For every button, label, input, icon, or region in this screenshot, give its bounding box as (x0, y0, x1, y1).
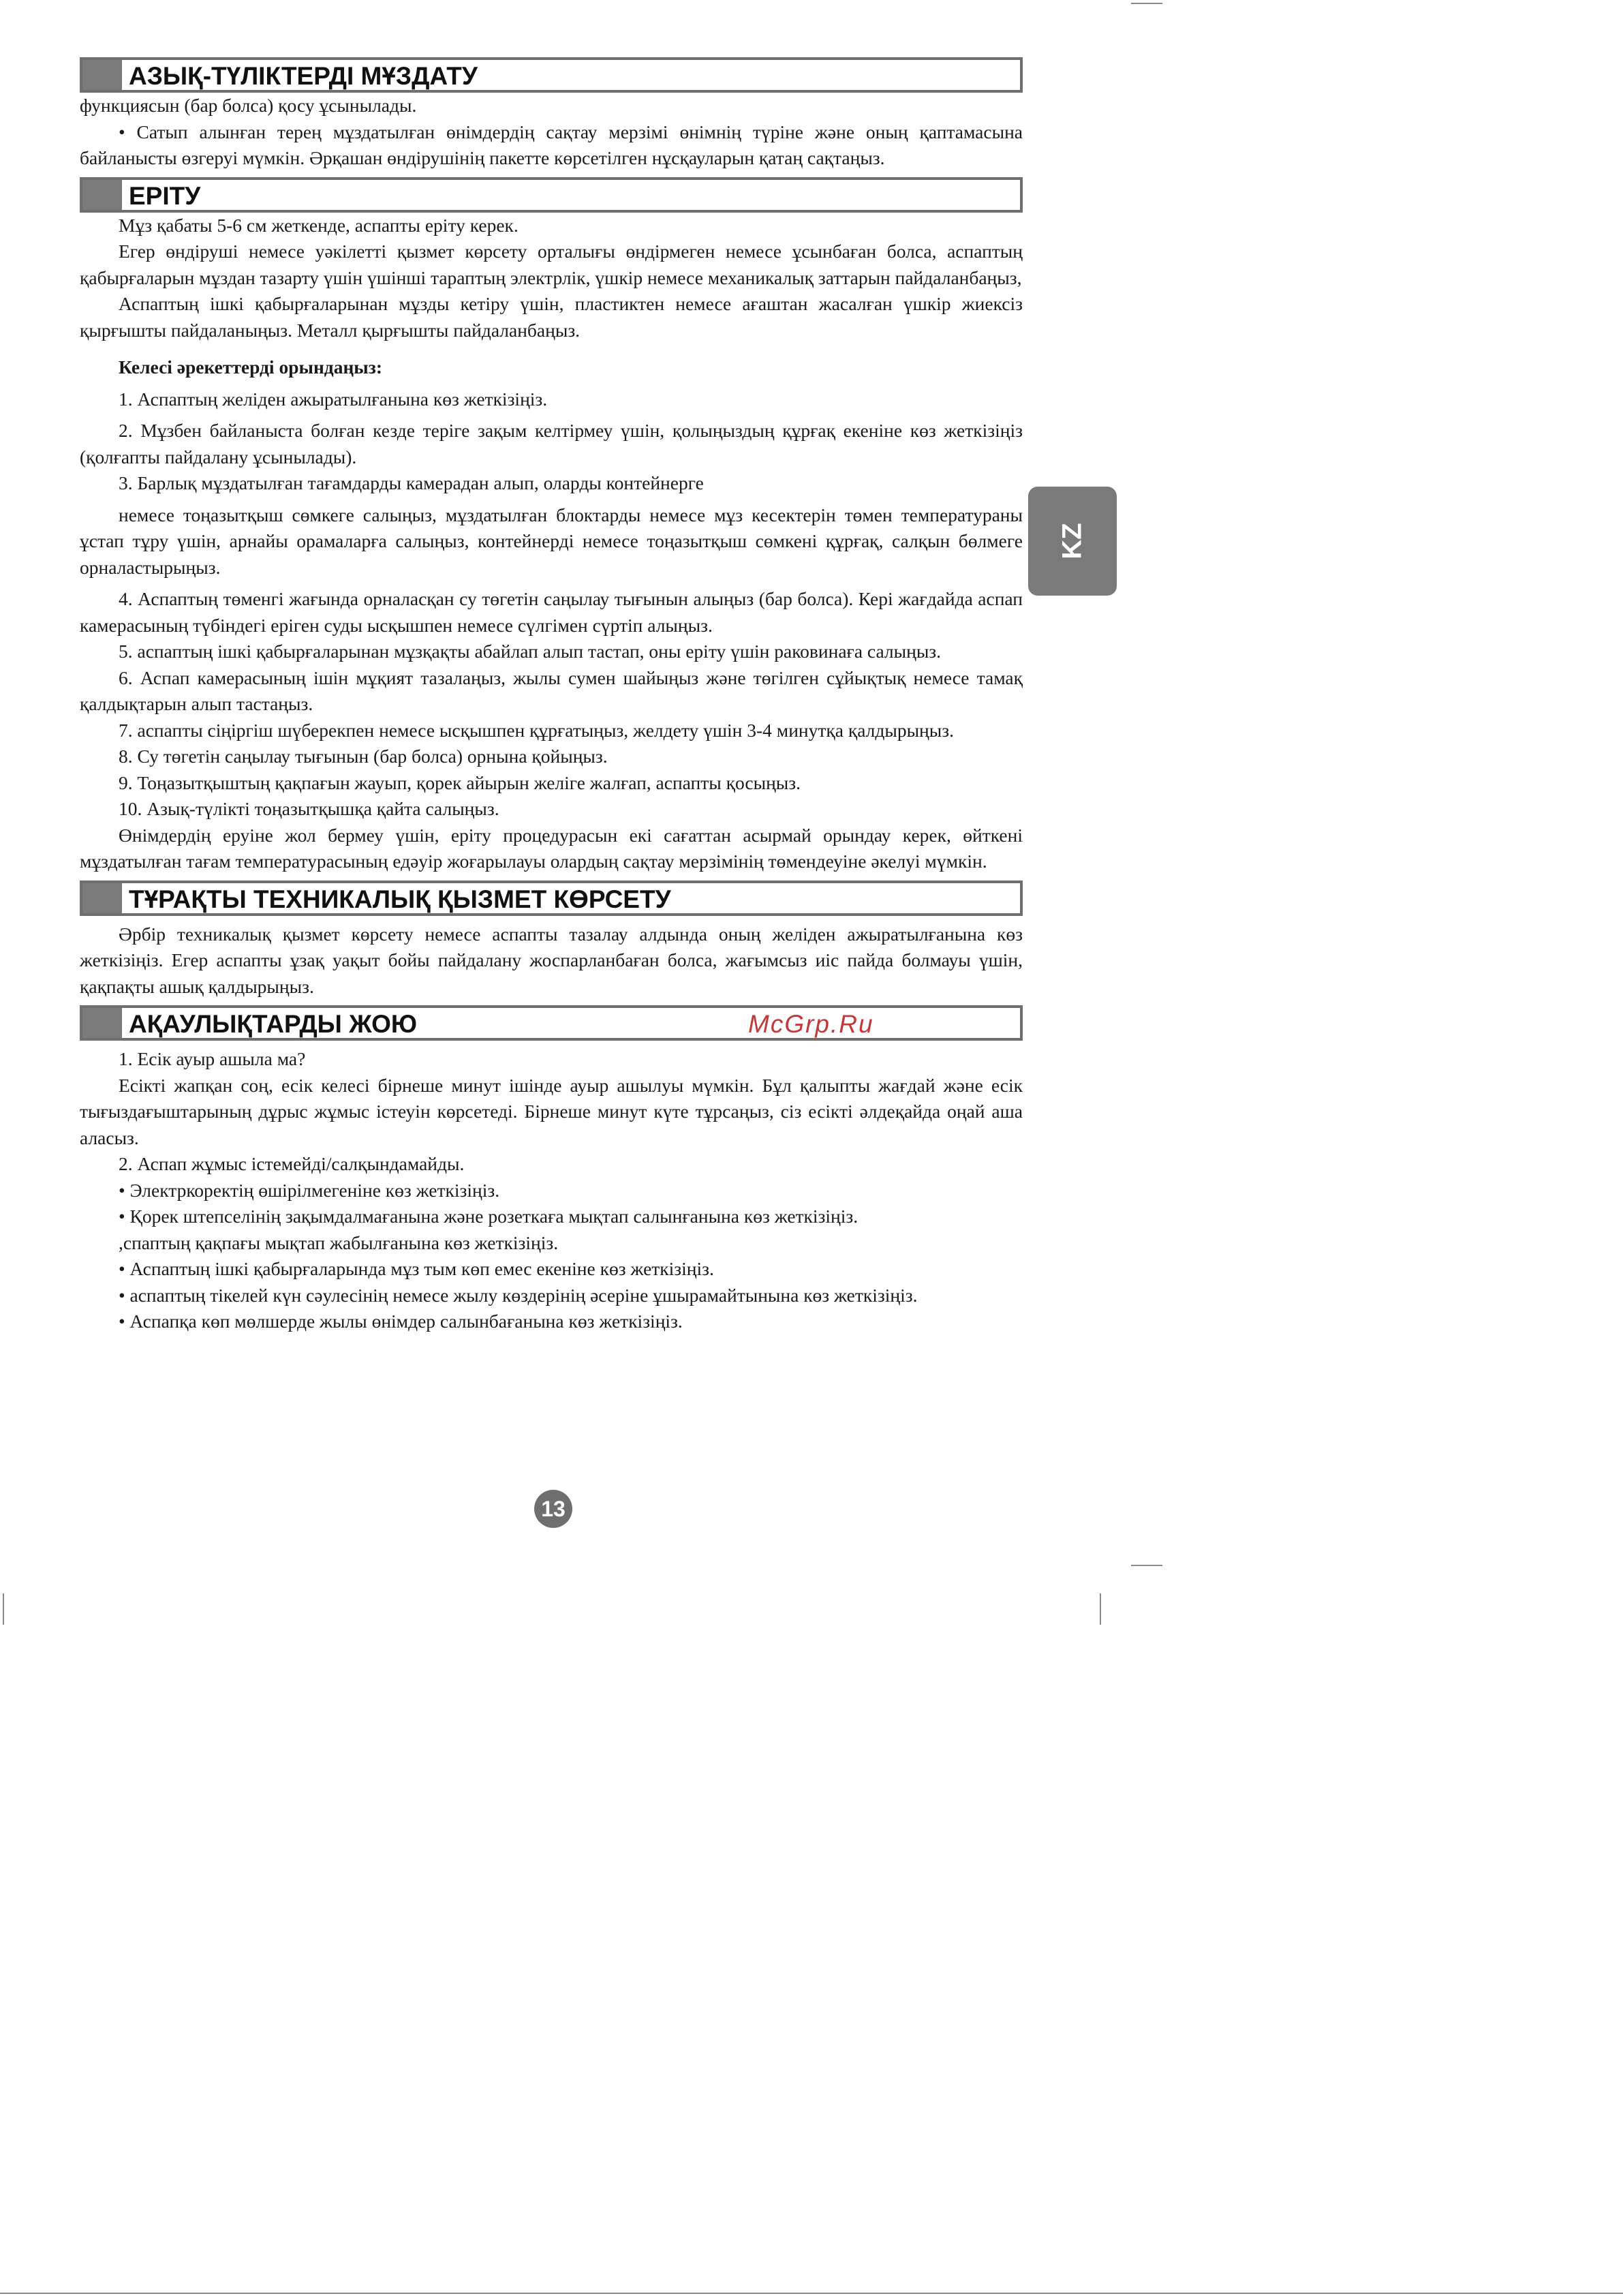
crop-mark (1100, 1593, 1101, 1625)
paragraph: • Сатып алынған терең мұздатылған өнімдердің сақтау мерзімі өнімнің түріне және оның қаптамасына байланысты өзгеруі мүмкін. Әрқашан өндірушінің пакетте көрсетілген нұсқауларын қатаң сақтаңыз. (80, 121, 1023, 168)
paragraph: Есікті жапқан соң, есік келесі бірнеше минут ішінде ауыр ашылуы мүмкін. Бұл қалыпты жағдай және есік тығыздағыштарының дұрыс жұмыс істеуін көрсетеді. Бірнеше минут күте тұрсаңыз, сіз есікті әлдеқайда оңай аша аласыз. (80, 1074, 1023, 1148)
paragraph: Әрбір техникалық қызмет көрсету немесе аспапты тазалау алдында оның желіден ажыратылғанына көз жеткізіңіз. Егер аспапты ұзақ уақыт бойы пайдалану жоспарланбаған болса, жағымсыз иіс пайда болмауы үшін, қақпақты ашық қалдырыңыз. (80, 923, 1023, 997)
section-title: ЕРІТУ (129, 181, 201, 210)
list-item: 2. Мұзбен байланыста болған кезде теріге зақым келтірмеу үшін, қолыңыздың құрғақ екеніне көз жеткізіңіз (қолғапты пайдалану ұсынылады). (80, 420, 1023, 468)
list-item: 9. Тоңазытқыштың қақпағын жауып, қорек айырын желіге жалғап, аспапты қосыңыз. (119, 771, 801, 793)
section-header-defrost (80, 177, 1023, 213)
watermark: McGrp.Ru (748, 1010, 874, 1038)
language-tab (1028, 487, 1117, 596)
section-title: ТҰРАҚТЫ ТЕХНИКАЛЫҚ ҚЫЗМЕТ КӨРСЕТУ (129, 885, 671, 913)
list-item: 5. аспаптың ішкі қабырғаларынан мұзқақты абайлап алып тастап, оны еріту үшін раковинаға салыңыз. (119, 641, 942, 662)
list-item: 1. Аспаптың желіден ажыратылғанына көз жеткізіңіз. (119, 388, 548, 410)
section-header-maintenance (80, 881, 1023, 916)
list-item: 6. Аспап камерасының ішін мұқият тазалаңыз, жылы сумен шайыңыз және төгілген сұйықтық немесе тамақ қалдықтарын алып тастаңыз. (80, 667, 1023, 714)
list-item: 8. Су төгетін саңылау тығынын (бар болса) орнына қойыңыз. (119, 746, 608, 767)
steps-heading: Келесі әрекеттерді орындаңыз: (119, 356, 382, 378)
paragraph: Өнімдердің еруіне жол бермеу үшін, еріту процедурасын екі сағаттан асырмай орындау керек, өйткені мұздатылған тағам температурасының едәуір жоғарылауы олардың сақтау мерзімінің төмендеуіне әкелуі мүмкін. (80, 824, 1023, 872)
crop-mark (1131, 1565, 1162, 1566)
list-item: • Аспапқа көп мөлшерде жылы өнімдер салынбағанына көз жеткізіңіз. (119, 1311, 683, 1332)
list-item: 10. Азық-түлікті тоңазытқышқа қайта салыңыз. (119, 798, 499, 819)
crop-mark (1131, 3, 1162, 4)
list-item: немесе тоңазытқыш сөмкеге салыңыз, мұздатылған блоктарды немесе мұз кесектерін төмен температураны ұстап тұру үшін, арнайы орамаларға салыңыз, контейнерді немесе тоңазытқыш сөмкені құрғақ, салқын бөлмеге орналастырыңыз. (80, 504, 1023, 578)
list-item: 4. Аспаптың төменгі жағында орналасқан су төгетін саңылау тығынын алыңыз (бар болса). Кері жағдайда аспап камерасының түбіндегі еріген суды ысқышпен немесе сүлгімен сүртіп алыңыз. (80, 588, 1023, 636)
section-title: АЗЫҚ-ТҮЛІКТЕРДІ МҰЗДАТУ (129, 62, 478, 90)
list-item: 3. Барлық мұздатылған тағамдарды камерадан алып, оларды контейнерге (119, 472, 704, 493)
paragraph: 2. Аспап жұмыс істемейді/салқындамайды. (119, 1153, 465, 1174)
paragraph: 1. Есік ауыр ашыла ма? (119, 1048, 306, 1069)
page-number: 13 (534, 1490, 572, 1528)
paragraph: Мұз қабаты 5-6 см жеткенде, аспапты еріту керек. (119, 214, 519, 236)
language-tab-label: KZ (1057, 523, 1087, 560)
crop-mark (3, 1593, 4, 1625)
header-marker (82, 1008, 122, 1038)
section-header-freeze (80, 57, 1023, 93)
list-item: • Қорек штепселінің зақымдалмағанына және розеткаға мықтап салынғанына көз жеткізіңіз. (119, 1206, 859, 1227)
section-header-troubleshooting (80, 1005, 1023, 1041)
list-item: • аспаптың тікелей күн сәулесінің немесе жылу көздерінің әсеріне ұшырамайтынына көз жеткізіңіз. (119, 1284, 918, 1306)
list-item: ,спаптың қақпағы мықтап жабылғанына көз жеткізіңіз. (119, 1231, 559, 1253)
header-marker (82, 883, 122, 913)
list-item: 7. аспапты сіңіргіш шүберекпен немесе ысқышпен құрғатыңыз, желдету үшін 3-4 минутқа қалдырыңыз. (119, 719, 954, 741)
list-item: • Электркоректің өшірілмегеніне көз жеткізіңіз. (119, 1179, 500, 1201)
header-marker (82, 60, 122, 90)
paragraph: Аспаптың ішкі қабырғаларынан мұзды кетіру үшін, пластиктен немесе ағаштан жасалған үшкір жиексіз қырғышты пайдаланыңыз. Металл қырғышты пайдаланбаңыз. (80, 293, 1023, 341)
paragraph: функциясын (бар болса) қосу ұсынылады. (80, 95, 417, 116)
list-item: • Аспаптың ішкі қабырғаларында мұз тым көп емес екеніне көз жеткізіңіз. (119, 1258, 714, 1279)
manual-content (80, 57, 1023, 1335)
section-title: АҚАУЛЫҚТАРДЫ ЖОЮ (129, 1010, 418, 1038)
crop-mark (0, 2293, 1623, 2294)
paragraph: Егер өндіруші немесе уәкілетті қызмет көрсету орталығы өндірмеген немесе ұсынбаған болса, аспаптың қабырғаларын мұздан тазарту үшін үшінші тараптың электрлік, үшкір немесе механикалық заттарын пайдаланбаңыз, (80, 241, 1023, 288)
header-marker (82, 180, 122, 210)
